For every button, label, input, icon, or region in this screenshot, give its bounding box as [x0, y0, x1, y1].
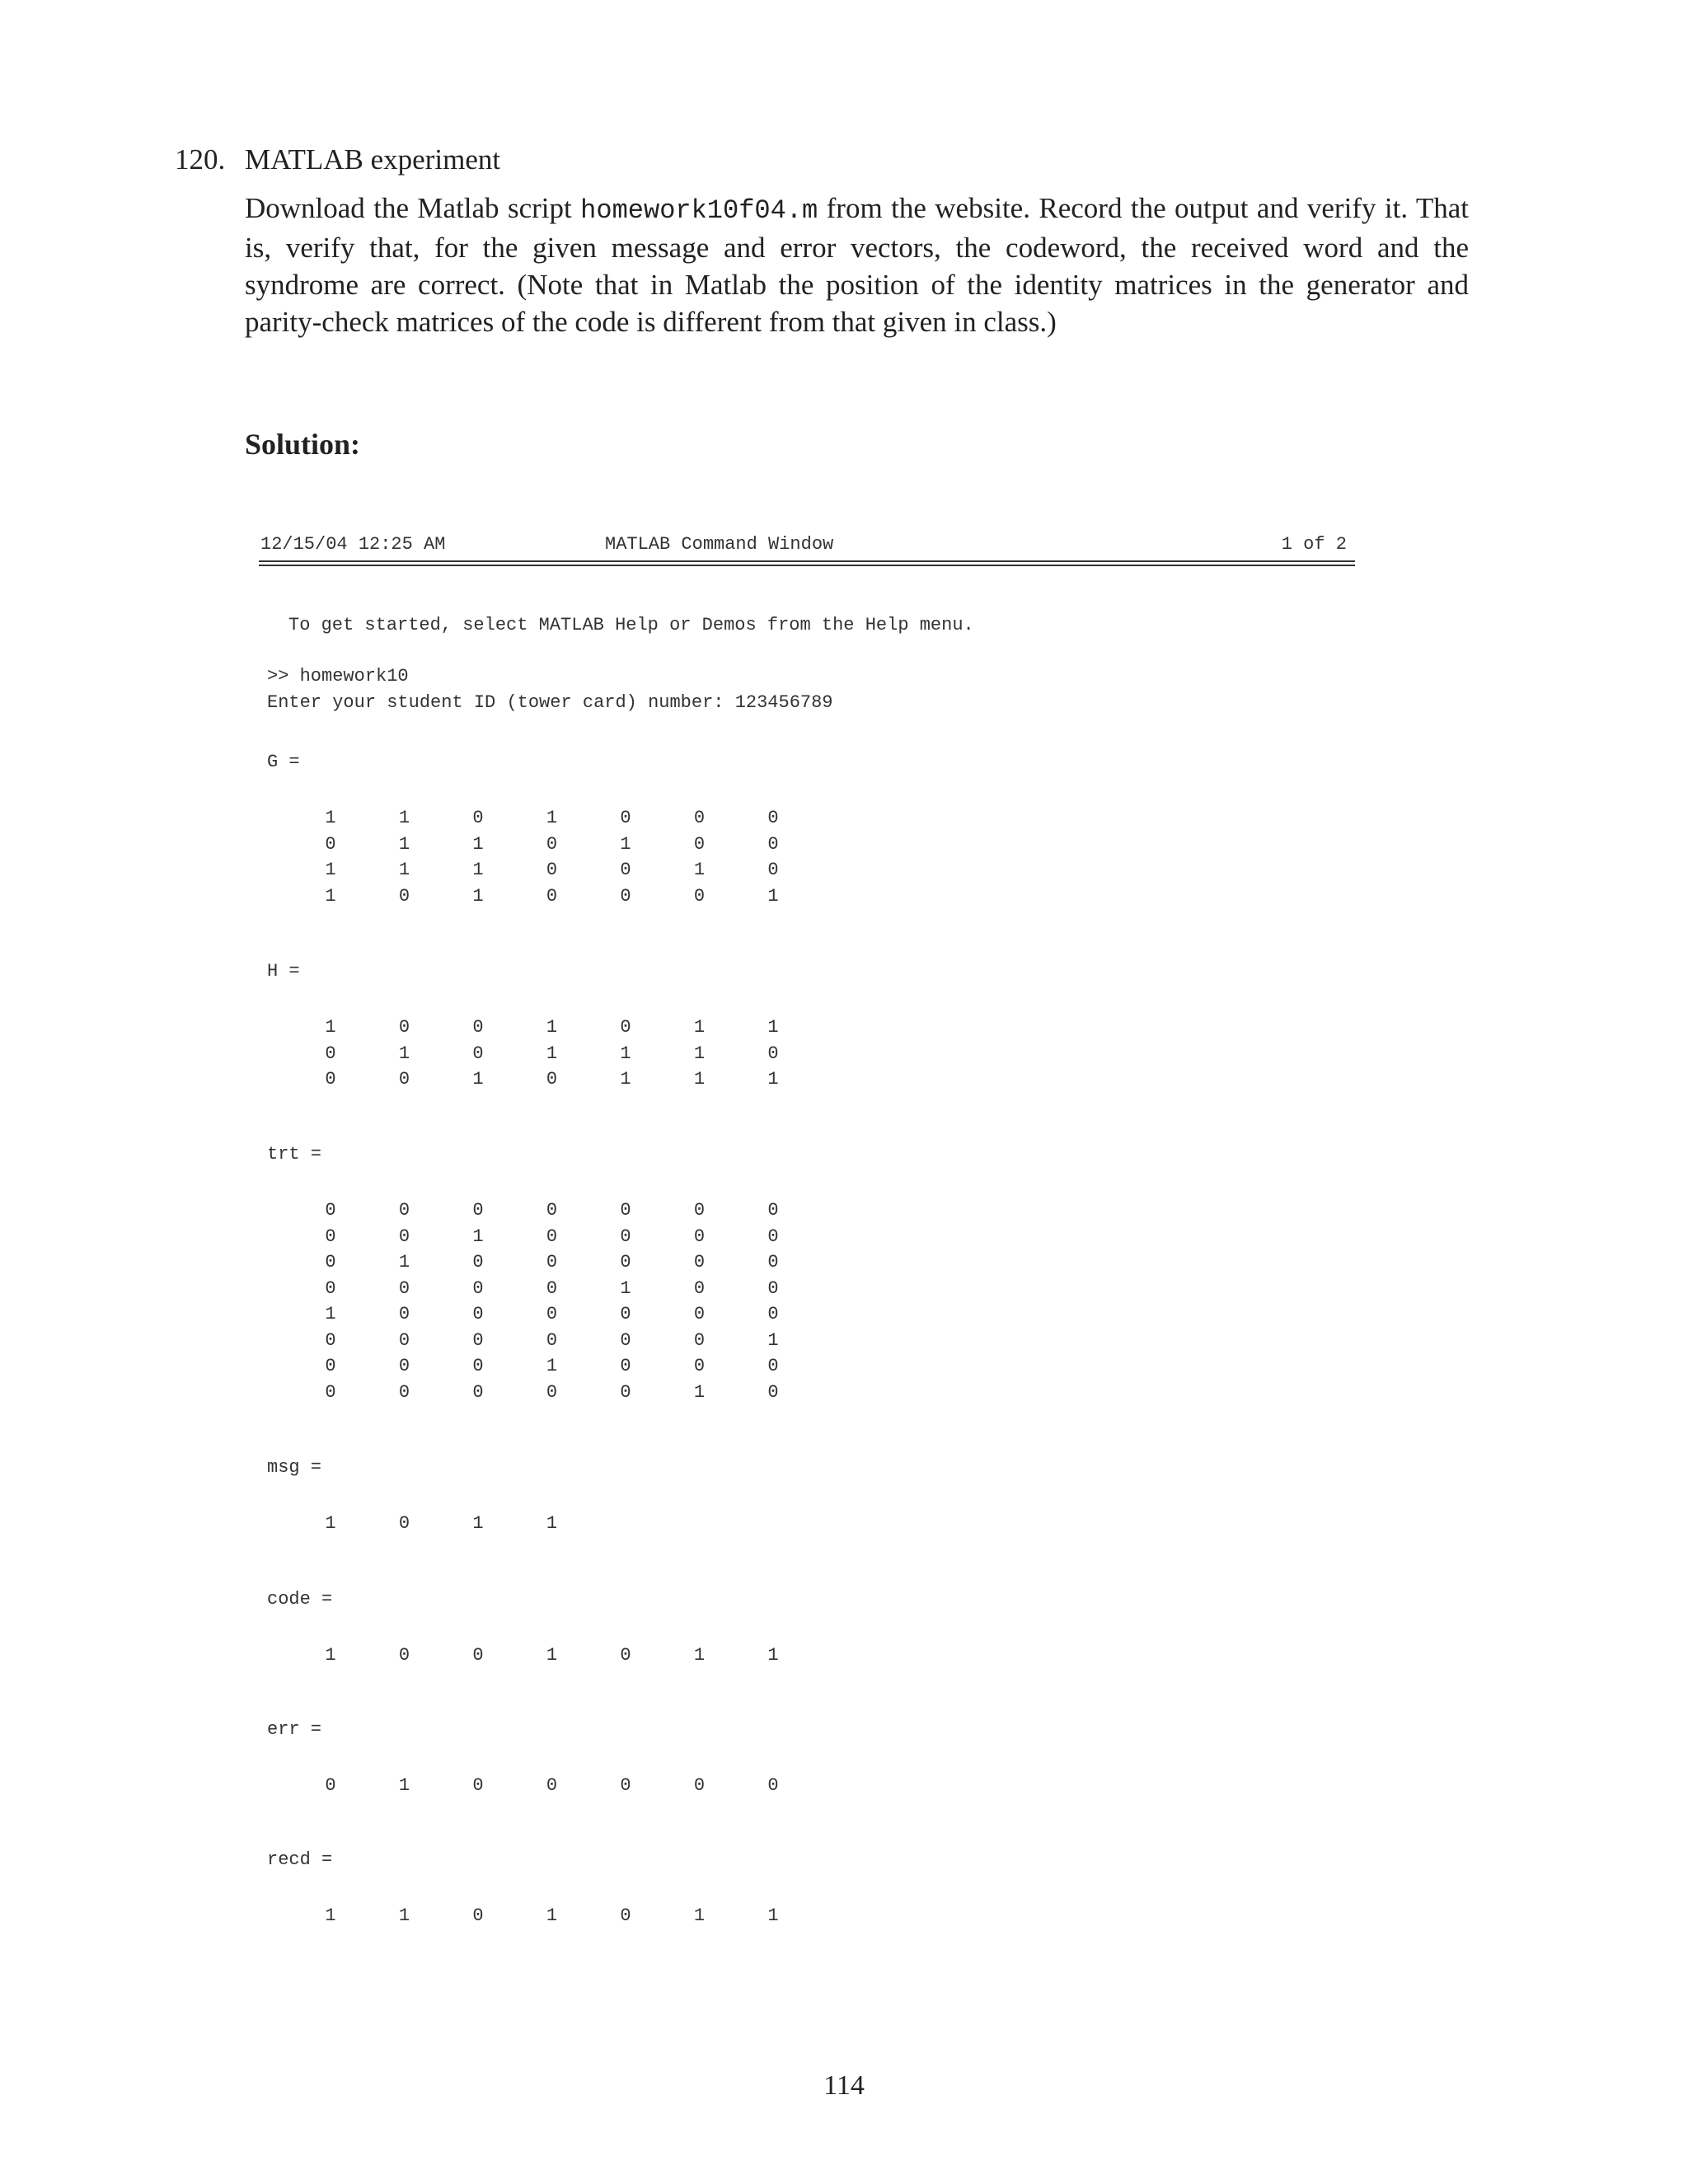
problem-heading	[175, 142, 1469, 178]
print-title: MATLAB Command Window	[605, 534, 834, 555]
matrix-cell: 1	[325, 1905, 336, 1926]
matrix-cell: 1	[620, 1277, 631, 1299]
matrix-cell: 1	[398, 1252, 410, 1272]
matrix-cell: 0	[325, 1277, 336, 1299]
matrix-cell: 0	[767, 833, 779, 855]
matrix-cell: 0	[767, 1277, 779, 1299]
matrix-cell: 0	[398, 1226, 410, 1247]
matrix-cell: 1	[472, 1226, 484, 1247]
matrix-cell: 0	[546, 1277, 558, 1299]
matrix-cell: 0	[398, 1069, 410, 1090]
matrix-cell: 1	[546, 1513, 558, 1534]
matrix-cell: 0	[620, 1017, 631, 1038]
matrix-cell: 1	[546, 1905, 558, 1926]
matrix-cell: 1	[693, 860, 706, 880]
matrix-cell: 0	[546, 1252, 558, 1272]
matrix-cell: 1	[693, 1381, 706, 1403]
matrix-cell: 1	[767, 1017, 779, 1038]
matrix-cell: 1	[472, 1513, 484, 1534]
matrix-cell: 0	[620, 1226, 631, 1247]
matrix-cell: 1	[398, 1905, 410, 1926]
matrix-cell: 0	[472, 808, 484, 828]
matrix-cell: 0	[767, 1043, 779, 1064]
matrix-cell: 1	[325, 860, 336, 880]
matrix-cell: 0	[767, 1200, 779, 1221]
print-page-count: 1 of 2	[1281, 534, 1347, 555]
matrix-cell: 0	[325, 1329, 336, 1351]
matrix-cell: 1	[620, 1069, 631, 1090]
matrix-cell: 1	[767, 1069, 779, 1090]
matrix-cell: 0	[325, 1043, 336, 1064]
matrix-cell: 0	[398, 1304, 410, 1324]
matrix-cell: 0	[767, 808, 779, 828]
matrix-cell: 1	[693, 1043, 706, 1064]
matrix-cell: 0	[325, 1226, 336, 1247]
matrix-cell: 1	[693, 1645, 706, 1666]
print-date: 12/15/04 12:25 AM	[260, 534, 446, 555]
matrix-cell: 0	[398, 1277, 410, 1299]
matrix-cell: 0	[620, 1200, 631, 1221]
matrix-cell: 1	[546, 1356, 558, 1376]
matrix-cell: 0	[693, 885, 706, 907]
matrix-cell: 0	[693, 1356, 706, 1376]
matrix-cell: 0	[398, 885, 410, 907]
matrix-cell: 0	[325, 1381, 336, 1403]
matrix-cell: 1	[398, 1043, 410, 1064]
matrix-cell: 0	[767, 1356, 779, 1376]
matrix-cell: 0	[398, 1381, 410, 1403]
matrix-cell: 0	[693, 833, 706, 855]
matrix-cell: 0	[693, 1329, 706, 1351]
matrix-cell: 1	[398, 860, 410, 880]
variable-label: H =	[267, 961, 300, 982]
matrix-cell: 0	[472, 1277, 484, 1299]
matrix-cell: 1	[546, 1043, 558, 1064]
header-rule	[259, 560, 1355, 562]
matrix-cell: 0	[693, 1252, 706, 1272]
matrix-cell: 1	[472, 833, 484, 855]
solution-heading: Solution:	[245, 428, 361, 461]
matrix-cell: 0	[620, 1329, 631, 1351]
matrix-cell: 0	[546, 1329, 558, 1351]
matrix-cell: 0	[546, 860, 558, 880]
matlab-printout-header	[259, 534, 1355, 566]
variable-label: code =	[267, 1589, 333, 1610]
variable-label: err =	[267, 1719, 322, 1740]
matrix-cell: 0	[620, 1645, 631, 1666]
matrix-cell: 1	[398, 808, 410, 828]
matrix-cell: 0	[620, 1356, 631, 1376]
problem-title: MATLAB experiment	[245, 143, 501, 176]
matrix-cell: 0	[546, 1304, 558, 1324]
matrix-cell: 0	[398, 1513, 410, 1534]
matrix-cell: 0	[325, 833, 336, 855]
matrix-cell: 0	[620, 808, 631, 828]
matrix-cell: 1	[767, 1329, 779, 1351]
matrix-cell: 1	[546, 1017, 558, 1038]
matrix-cell: 0	[620, 1775, 631, 1796]
matrix-cell: 0	[472, 1645, 484, 1666]
matrix-cell: 1	[325, 1304, 336, 1324]
matrix-cell: 0	[546, 1200, 558, 1221]
problem-statement	[175, 142, 1469, 340]
matrix-cell: 0	[693, 1775, 706, 1796]
matrix-cell: 0	[472, 1200, 484, 1221]
matrix-cell: 0	[693, 808, 706, 828]
matrix-cell: 1	[546, 1645, 558, 1666]
matrix-cell: 0	[767, 1252, 779, 1272]
matrix-cell: 0	[620, 885, 631, 907]
matrix-cell: 0	[398, 1200, 410, 1221]
matrix-cell: 0	[325, 1252, 336, 1272]
matrix-cell: 1	[325, 1645, 336, 1666]
matrix-cell: 0	[620, 860, 631, 880]
matrix-cell: 0	[472, 1252, 484, 1272]
matrix-cell: 0	[398, 1356, 410, 1376]
matrix-cell: 0	[325, 1200, 336, 1221]
matrix-cell: 1	[472, 885, 484, 907]
matrix-cell: 0	[325, 1069, 336, 1090]
matrix-cell: 0	[325, 1775, 336, 1796]
matrix-cell: 1	[693, 1017, 706, 1038]
matrix-cell: 0	[620, 1381, 631, 1403]
matrix-cell: 0	[620, 1252, 631, 1272]
variable-label: recd =	[267, 1849, 333, 1870]
matrix-cell: 1	[325, 885, 336, 907]
matrix-cell: 0	[767, 1381, 779, 1403]
matrix-cell: 0	[767, 1304, 779, 1324]
matrix-cell: 1	[472, 1069, 484, 1090]
problem-body	[245, 190, 1469, 340]
matrix-cell: 0	[767, 1226, 779, 1247]
matrix-cell: 1	[620, 833, 631, 855]
matrix-cell: 1	[325, 1017, 336, 1038]
variable-label: trt =	[267, 1144, 322, 1165]
matrix-cell: 1	[398, 833, 410, 855]
matrix-cell: 1	[620, 1043, 631, 1064]
matrix-cell: 1	[693, 1069, 706, 1090]
matrix-cell: 0	[472, 1329, 484, 1351]
problem-text-start: Download the Matlab script	[245, 192, 581, 224]
matrix-cell: 0	[693, 1226, 706, 1247]
matrix-cell: 0	[767, 860, 779, 880]
matrix-cell: 0	[546, 1775, 558, 1796]
matrix-cell: 1	[767, 1905, 779, 1926]
matrix-cell: 0	[546, 1381, 558, 1403]
matrix-cell: 0	[472, 1017, 484, 1038]
matrix-cell: 0	[546, 833, 558, 855]
matrix-cell: 0	[472, 1043, 484, 1064]
matrix-cell: 1	[325, 808, 336, 828]
matrix-cell: 1	[767, 885, 779, 907]
matrix-cell: 1	[693, 1905, 706, 1926]
matrix-cell: 0	[472, 1356, 484, 1376]
variable-label: msg =	[267, 1457, 322, 1478]
variable-label: G =	[267, 752, 300, 772]
matrix-cell: 0	[767, 1775, 779, 1796]
matrix-cell: 0	[325, 1356, 336, 1376]
matrix-cell: 0	[546, 1226, 558, 1247]
matrix-cell: 0	[398, 1645, 410, 1666]
page-number: 114	[823, 2070, 865, 2101]
matrix-cell: 0	[693, 1304, 706, 1324]
matrix-cell: 0	[398, 1329, 410, 1351]
problem-number: 120.	[175, 143, 226, 176]
script-filename: homework10f04.m	[580, 195, 818, 226]
matrix-cell: 1	[767, 1645, 779, 1666]
matrix-cell: 0	[620, 1304, 631, 1324]
matlab-prompt-line: Enter your student ID (tower card) number: 123456789	[267, 692, 833, 713]
matrix-cell: 1	[472, 860, 484, 880]
matrix-cell: 1	[546, 808, 558, 828]
matrix-cell: 0	[472, 1905, 484, 1926]
matrix-cell: 0	[693, 1200, 706, 1221]
problem-text-end: from the website. Record the output and verify it. That is, verify that, for the given message and error vectors, the codeword, the received word and the syndrome are correct. (Note that in Matlab the position of the identity matrices in the generator and parity-check matrices of the code is different from that given in class.)	[245, 192, 1470, 338]
matrix-cell: 0	[546, 1069, 558, 1090]
matrix-cell: 0	[620, 1905, 631, 1926]
matrix-cell: 0	[472, 1304, 484, 1324]
matlab-intro-line: To get started, select MATLAB Help or Demos from the Help menu.	[288, 615, 974, 635]
matrix-cell: 1	[325, 1513, 336, 1534]
matrix-cell: 0	[546, 885, 558, 907]
matlab-command: >> homework10	[267, 666, 409, 687]
matrix-cell: 1	[398, 1775, 410, 1796]
matrix-cell: 0	[398, 1017, 410, 1038]
matrix-cell: 0	[472, 1775, 484, 1796]
header-rule	[259, 565, 1355, 566]
matrix-cell: 0	[693, 1277, 706, 1299]
matrix-cell: 0	[472, 1381, 484, 1403]
